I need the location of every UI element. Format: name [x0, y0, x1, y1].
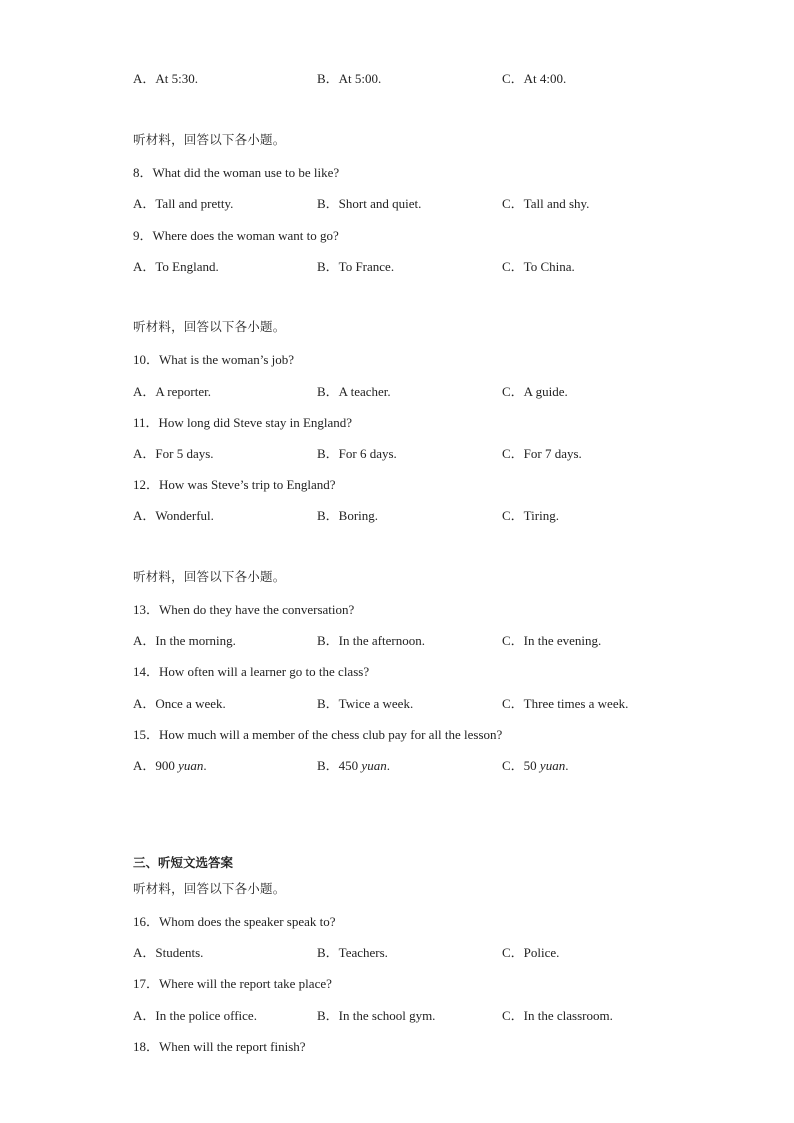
q9-option-b[interactable]: B．To France.	[317, 259, 395, 274]
section-title: 三、听短文选答案	[133, 855, 234, 870]
q11-option-c[interactable]: C．For 7 days.	[502, 446, 582, 461]
q13-question: 13．When do they have the conversation?	[133, 602, 355, 617]
q15-option-a[interactable]	[133, 755, 207, 774]
q16-option-b[interactable]: B．Teachers.	[317, 945, 388, 960]
q15-option-b-unit: yuan	[361, 758, 387, 773]
q16-option-a[interactable]: A．Students.	[133, 945, 204, 960]
q10-option-a[interactable]: A．A reporter.	[133, 384, 211, 399]
group-instruction: 听材料，回答以下各小题。	[133, 319, 286, 334]
q17-option-a[interactable]: A．In the police office.	[133, 1008, 257, 1023]
q13-option-c[interactable]: C．In the evening.	[502, 633, 602, 648]
q9-question: 9．Where does the woman want to go?	[133, 228, 339, 243]
q16-option-c[interactable]: C．Police.	[502, 945, 560, 960]
q16-question: 16．Whom does the speaker speak to?	[133, 914, 336, 929]
q11-option-a[interactable]: A．For 5 days.	[133, 446, 214, 461]
q13-option-a[interactable]: A．In the morning.	[133, 633, 236, 648]
q15-option-a-period: .	[203, 758, 207, 773]
q15-option-a-unit: yuan	[178, 758, 204, 773]
q7-option-a[interactable]: A．At 5:30.	[133, 71, 199, 86]
q8-option-a[interactable]: A．Tall and pretty.	[133, 196, 234, 211]
q14-question: 14．How often will a learner go to the class?	[133, 664, 370, 679]
q15-option-b-label: B．450	[317, 758, 362, 773]
q8-question: 8．What did the woman use to be like?	[133, 165, 340, 180]
q17-option-c[interactable]: C．In the classroom.	[502, 1008, 613, 1023]
q14-option-c[interactable]: C．Three times a week.	[502, 696, 629, 711]
group-instruction: 听材料，回答以下各小题。	[133, 881, 286, 896]
q18-question: 18．When will the report finish?	[133, 1039, 306, 1054]
q7-option-c[interactable]: C．At 4:00.	[502, 71, 567, 86]
q15-option-b-period: .	[386, 758, 390, 773]
q11-option-b[interactable]: B．For 6 days.	[317, 446, 397, 461]
q11-question: 11．How long did Steve stay in England?	[133, 415, 353, 430]
q15-option-b[interactable]	[317, 755, 390, 774]
q17-question: 17．Where will the report take place?	[133, 976, 332, 991]
q12-question: 12．How was Steve’s trip to England?	[133, 477, 336, 492]
q10-question: 10．What is the woman’s job?	[133, 352, 295, 367]
q7-option-b[interactable]: B．At 5:00.	[317, 71, 382, 86]
q15-option-c-unit: yuan	[539, 758, 566, 773]
q15-option-c-label: C．50	[502, 758, 540, 773]
q17-option-b[interactable]: B．In the school gym.	[317, 1008, 436, 1023]
q15-question: 15．How much will a member of the chess club pay for all the lesson?	[133, 727, 503, 742]
q13-option-b[interactable]: B．In the afternoon.	[317, 633, 425, 648]
q15-option-c-period: .	[565, 758, 569, 773]
q9-option-a[interactable]: A．To England.	[133, 259, 219, 274]
group-instruction: 听材料，回答以下各小题。	[133, 569, 286, 584]
group-instruction: 听材料，回答以下各小题。	[133, 132, 286, 147]
q15-option-a-label: A．900	[133, 758, 179, 773]
q14-option-b[interactable]: B．Twice a week.	[317, 696, 414, 711]
q12-option-c[interactable]: C．Tiring.	[502, 508, 559, 523]
q12-option-a[interactable]: A．Wonderful.	[133, 508, 214, 523]
q8-option-c[interactable]: C．Tall and shy.	[502, 196, 590, 211]
q9-option-c[interactable]: C．To China.	[502, 259, 575, 274]
q12-option-b[interactable]: B．Boring.	[317, 508, 379, 523]
q15-option-c[interactable]	[502, 755, 568, 774]
q10-option-c[interactable]: C．A guide.	[502, 384, 568, 399]
q8-option-b[interactable]: B．Short and quiet.	[317, 196, 422, 211]
q10-option-b[interactable]: B．A teacher.	[317, 384, 391, 399]
q14-option-a[interactable]: A．Once a week.	[133, 696, 226, 711]
